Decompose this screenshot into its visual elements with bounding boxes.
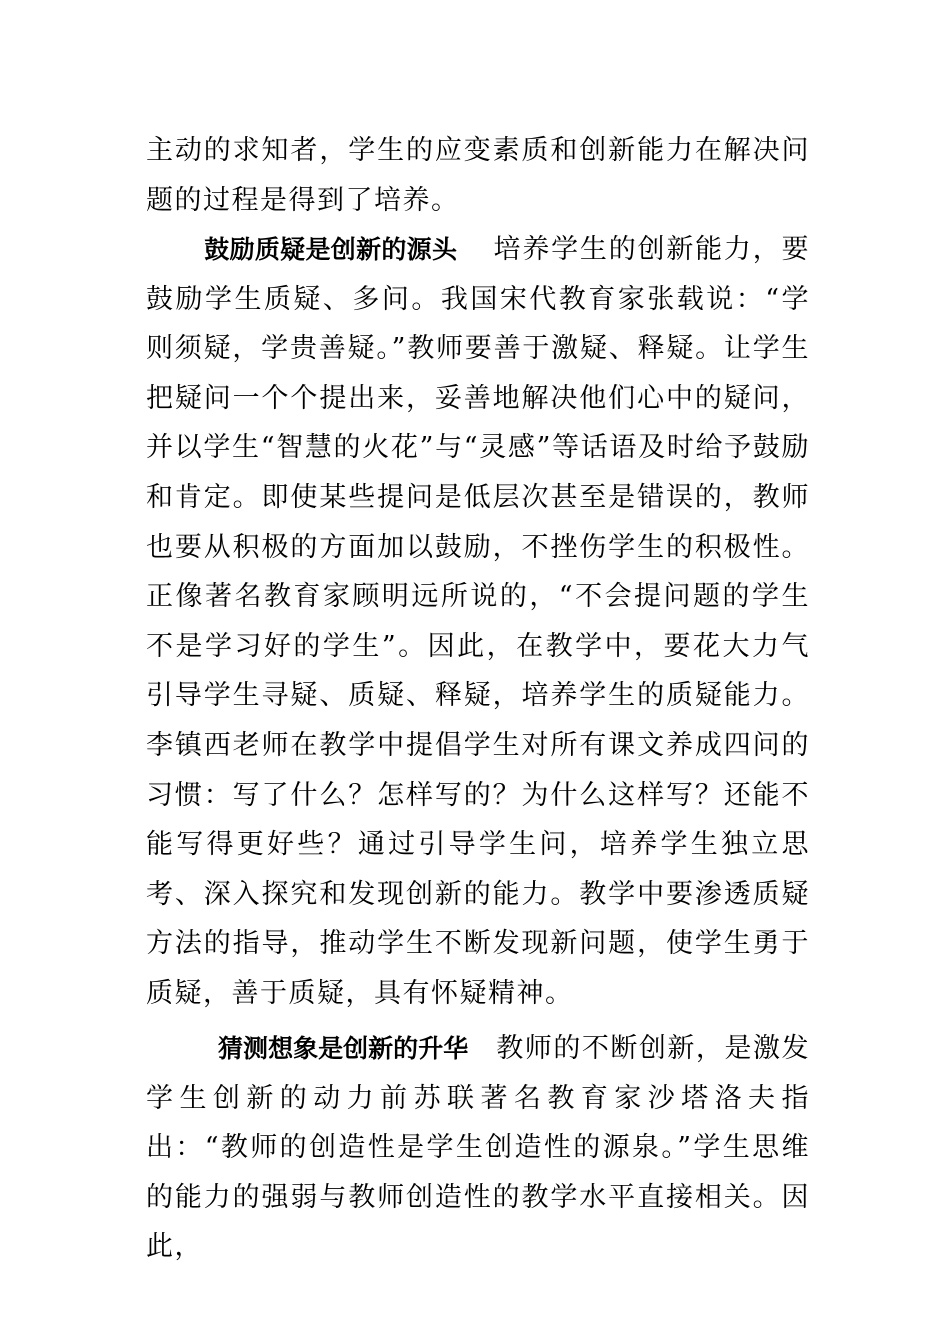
paragraph-3-text: 教师的不断创新，是激发学生创新的动力前苏联著名教育家沙塔洛夫指出：“教师的创造性是学生创造性的源泉。”学生思维的能力的强弱与教师创造性的教学水平直接相关。因此， xyxy=(146,1033,810,1263)
section-heading-questioning: 鼓励质疑是创新的源头 xyxy=(204,235,458,264)
paragraph-1 xyxy=(146,126,810,225)
paragraph-1-text: 主动的求知者，学生的应变素质和创新能力在解决问题的过程是得到了培养。 xyxy=(146,135,810,216)
paragraph-3-body xyxy=(146,1024,810,1272)
section-heading-imagination: 猜测想象是创新的升华 xyxy=(218,1034,469,1063)
paragraph-2-body xyxy=(146,225,810,1019)
paragraph-3 xyxy=(146,1024,810,1272)
paragraph-2 xyxy=(146,225,810,1019)
paragraph-2-text: 培养学生的创新能力，要鼓励学生质疑、多问。我国宋代教育家张载说：“学则须疑，学贵善疑。”教师要善于激疑、释疑。让学生把疑问一个个提出来，妥善地解决他们心中的疑问，并以学生“智慧的火花”与“灵感”等话语及时给予鼓励和肯定。即使某些提问是低层次甚至是错误的，教师也要从积极的方面加以鼓励，不挫伤学生的积极性。正像著名教育家顾明远所说的，“不会提问题的学生不是学习好的学生”。因此，在教学中，要花大力气引导学生寻疑、质疑、释疑，培养学生的质疑能力。李镇西老师在教学中提倡学生对所有课文养成四问的习惯：写了什么？怎样写的？为什么这样写？还能不能写得更好些？通过引导学生问，培养学生独立思考、深入探究和发现创新的能力。教学中要渗透质疑方法的指导，推动学生不断发现新问题，使学生勇于质疑，善于质疑，具有怀疑精神。 xyxy=(146,234,810,1009)
